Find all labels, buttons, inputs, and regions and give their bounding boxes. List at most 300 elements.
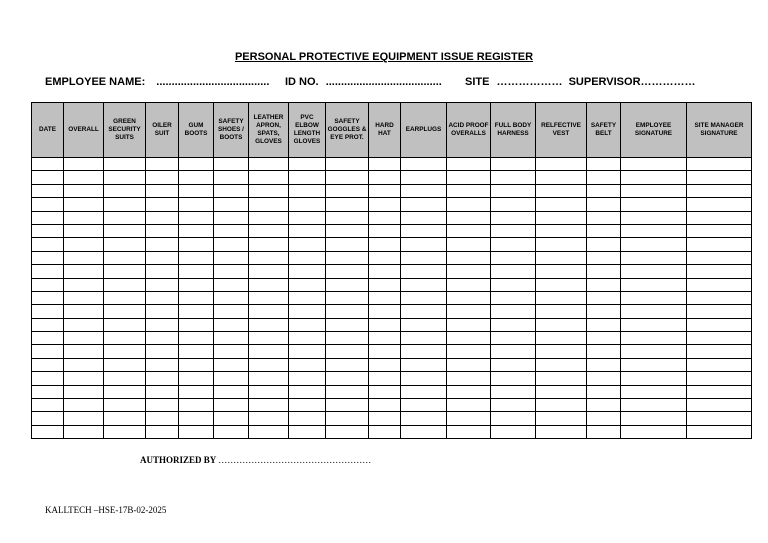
table-cell[interactable] [32, 238, 64, 251]
table-cell[interactable] [369, 158, 401, 171]
table-cell[interactable] [687, 425, 752, 438]
table-cell[interactable] [687, 358, 752, 371]
table-cell[interactable] [491, 385, 536, 398]
table-cell[interactable] [289, 171, 326, 184]
table-cell[interactable] [146, 265, 179, 278]
table-cell[interactable] [214, 345, 249, 358]
table-cell[interactable] [491, 425, 536, 438]
table-cell[interactable] [146, 158, 179, 171]
table-cell[interactable] [621, 305, 687, 318]
table-cell[interactable] [249, 198, 289, 211]
table-cell[interactable] [491, 372, 536, 385]
table-cell[interactable] [146, 198, 179, 211]
table-cell[interactable] [64, 412, 104, 425]
table-cell[interactable] [401, 412, 447, 425]
table-cell[interactable] [249, 158, 289, 171]
table-cell[interactable] [326, 224, 369, 237]
table-cell[interactable] [249, 238, 289, 251]
table-cell[interactable] [64, 332, 104, 345]
table-cell[interactable] [491, 198, 536, 211]
table-cell[interactable] [179, 412, 214, 425]
table-cell[interactable] [687, 305, 752, 318]
table-cell[interactable] [491, 251, 536, 264]
table-cell[interactable] [687, 171, 752, 184]
table-cell[interactable] [536, 265, 587, 278]
table-cell[interactable] [687, 184, 752, 197]
table-cell[interactable] [32, 224, 64, 237]
table-cell[interactable] [289, 345, 326, 358]
table-cell[interactable] [289, 425, 326, 438]
table-cell[interactable] [289, 412, 326, 425]
table-cell[interactable] [32, 332, 64, 345]
table-cell[interactable] [687, 412, 752, 425]
table-cell[interactable] [214, 318, 249, 331]
table-cell[interactable] [621, 211, 687, 224]
table-cell[interactable] [179, 278, 214, 291]
table-cell[interactable] [326, 265, 369, 278]
table-cell[interactable] [214, 291, 249, 304]
table-cell[interactable] [687, 238, 752, 251]
table-cell[interactable] [587, 385, 621, 398]
table-cell[interactable] [621, 345, 687, 358]
table-cell[interactable] [104, 399, 146, 412]
table-cell[interactable] [587, 305, 621, 318]
table-cell[interactable] [447, 318, 491, 331]
table-cell[interactable] [64, 265, 104, 278]
table-cell[interactable] [621, 158, 687, 171]
table-cell[interactable] [64, 318, 104, 331]
table-cell[interactable] [447, 372, 491, 385]
table-cell[interactable] [401, 305, 447, 318]
table-cell[interactable] [491, 238, 536, 251]
table-cell[interactable] [214, 238, 249, 251]
table-cell[interactable] [214, 399, 249, 412]
table-cell[interactable] [447, 358, 491, 371]
table-cell[interactable] [687, 318, 752, 331]
table-cell[interactable] [447, 291, 491, 304]
table-cell[interactable] [104, 265, 146, 278]
table-cell[interactable] [289, 211, 326, 224]
table-cell[interactable] [587, 171, 621, 184]
table-cell[interactable] [146, 305, 179, 318]
table-cell[interactable] [401, 211, 447, 224]
table-cell[interactable] [104, 171, 146, 184]
table-cell[interactable] [214, 198, 249, 211]
table-cell[interactable] [369, 278, 401, 291]
table-cell[interactable] [64, 305, 104, 318]
table-cell[interactable] [179, 198, 214, 211]
table-cell[interactable] [326, 184, 369, 197]
table-cell[interactable] [326, 425, 369, 438]
table-cell[interactable] [587, 358, 621, 371]
table-cell[interactable] [104, 318, 146, 331]
table-cell[interactable] [32, 385, 64, 398]
table-cell[interactable] [32, 278, 64, 291]
table-cell[interactable] [536, 318, 587, 331]
table-cell[interactable] [289, 224, 326, 237]
table-cell[interactable] [289, 399, 326, 412]
table-cell[interactable] [179, 372, 214, 385]
table-cell[interactable] [491, 278, 536, 291]
table-cell[interactable] [587, 278, 621, 291]
table-cell[interactable] [326, 251, 369, 264]
table-cell[interactable] [214, 305, 249, 318]
table-cell[interactable] [64, 385, 104, 398]
table-cell[interactable] [214, 412, 249, 425]
table-cell[interactable] [447, 171, 491, 184]
table-cell[interactable] [621, 198, 687, 211]
table-cell[interactable] [369, 318, 401, 331]
table-cell[interactable] [214, 265, 249, 278]
table-cell[interactable] [491, 318, 536, 331]
table-cell[interactable] [369, 251, 401, 264]
table-cell[interactable] [536, 251, 587, 264]
table-cell[interactable] [536, 278, 587, 291]
table-cell[interactable] [326, 385, 369, 398]
table-cell[interactable] [491, 345, 536, 358]
table-cell[interactable] [214, 358, 249, 371]
table-cell[interactable] [32, 345, 64, 358]
table-cell[interactable] [249, 332, 289, 345]
table-cell[interactable] [179, 425, 214, 438]
table-cell[interactable] [214, 158, 249, 171]
table-cell[interactable] [104, 278, 146, 291]
table-cell[interactable] [326, 399, 369, 412]
table-cell[interactable] [369, 238, 401, 251]
table-cell[interactable] [32, 198, 64, 211]
table-cell[interactable] [401, 238, 447, 251]
table-cell[interactable] [621, 278, 687, 291]
table-cell[interactable] [687, 251, 752, 264]
table-cell[interactable] [64, 291, 104, 304]
table-cell[interactable] [621, 372, 687, 385]
table-cell[interactable] [621, 171, 687, 184]
table-cell[interactable] [536, 358, 587, 371]
table-cell[interactable] [401, 332, 447, 345]
table-cell[interactable] [326, 211, 369, 224]
table-cell[interactable] [687, 198, 752, 211]
table-cell[interactable] [289, 184, 326, 197]
table-cell[interactable] [146, 399, 179, 412]
table-cell[interactable] [621, 385, 687, 398]
table-cell[interactable] [214, 211, 249, 224]
table-cell[interactable] [687, 278, 752, 291]
table-cell[interactable] [687, 158, 752, 171]
table-cell[interactable] [491, 412, 536, 425]
table-cell[interactable] [447, 158, 491, 171]
table-cell[interactable] [401, 184, 447, 197]
table-cell[interactable] [214, 278, 249, 291]
table-cell[interactable] [369, 412, 401, 425]
table-cell[interactable] [179, 238, 214, 251]
table-cell[interactable] [249, 399, 289, 412]
table-cell[interactable] [401, 425, 447, 438]
table-cell[interactable] [369, 305, 401, 318]
table-cell[interactable] [249, 385, 289, 398]
table-cell[interactable] [369, 399, 401, 412]
table-cell[interactable] [587, 251, 621, 264]
table-cell[interactable] [687, 211, 752, 224]
table-cell[interactable] [104, 412, 146, 425]
table-cell[interactable] [146, 385, 179, 398]
table-cell[interactable] [64, 224, 104, 237]
table-cell[interactable] [64, 198, 104, 211]
table-cell[interactable] [146, 224, 179, 237]
table-cell[interactable] [536, 184, 587, 197]
table-cell[interactable] [536, 198, 587, 211]
table-cell[interactable] [146, 358, 179, 371]
table-cell[interactable] [447, 412, 491, 425]
table-cell[interactable] [369, 224, 401, 237]
table-cell[interactable] [621, 238, 687, 251]
table-cell[interactable] [536, 238, 587, 251]
table-cell[interactable] [491, 332, 536, 345]
table-cell[interactable] [687, 385, 752, 398]
table-cell[interactable] [249, 358, 289, 371]
table-cell[interactable] [369, 184, 401, 197]
table-cell[interactable] [289, 305, 326, 318]
table-cell[interactable] [32, 305, 64, 318]
table-cell[interactable] [146, 318, 179, 331]
table-cell[interactable] [179, 345, 214, 358]
table-cell[interactable] [289, 385, 326, 398]
table-cell[interactable] [401, 158, 447, 171]
table-cell[interactable] [214, 171, 249, 184]
table-cell[interactable] [179, 171, 214, 184]
table-cell[interactable] [401, 291, 447, 304]
table-cell[interactable] [249, 425, 289, 438]
table-cell[interactable] [587, 332, 621, 345]
table-cell[interactable] [289, 318, 326, 331]
table-cell[interactable] [401, 345, 447, 358]
table-cell[interactable] [447, 265, 491, 278]
table-cell[interactable] [249, 265, 289, 278]
table-cell[interactable] [179, 358, 214, 371]
table-cell[interactable] [104, 345, 146, 358]
table-cell[interactable] [369, 171, 401, 184]
table-cell[interactable] [146, 345, 179, 358]
site-supervisor-field[interactable] [465, 76, 696, 88]
table-cell[interactable] [64, 251, 104, 264]
table-cell[interactable] [104, 332, 146, 345]
table-cell[interactable] [289, 251, 326, 264]
table-cell[interactable] [621, 358, 687, 371]
table-cell[interactable] [64, 399, 104, 412]
table-cell[interactable] [104, 358, 146, 371]
table-cell[interactable] [491, 158, 536, 171]
table-cell[interactable] [587, 184, 621, 197]
table-cell[interactable] [687, 291, 752, 304]
table-cell[interactable] [401, 399, 447, 412]
table-cell[interactable] [64, 184, 104, 197]
table-cell[interactable] [104, 211, 146, 224]
table-cell[interactable] [179, 265, 214, 278]
table-cell[interactable] [621, 425, 687, 438]
table-cell[interactable] [179, 291, 214, 304]
table-cell[interactable] [214, 385, 249, 398]
table-cell[interactable] [249, 345, 289, 358]
table-cell[interactable] [326, 345, 369, 358]
table-cell[interactable] [32, 318, 64, 331]
table-cell[interactable] [146, 251, 179, 264]
table-cell[interactable] [104, 158, 146, 171]
table-cell[interactable] [621, 184, 687, 197]
table-cell[interactable] [491, 211, 536, 224]
table-cell[interactable] [369, 425, 401, 438]
table-cell[interactable] [401, 265, 447, 278]
table-cell[interactable] [32, 399, 64, 412]
table-cell[interactable] [249, 372, 289, 385]
table-cell[interactable] [179, 251, 214, 264]
table-cell[interactable] [447, 345, 491, 358]
table-cell[interactable] [687, 332, 752, 345]
table-cell[interactable] [536, 425, 587, 438]
table-cell[interactable] [289, 291, 326, 304]
table-cell[interactable] [179, 158, 214, 171]
table-cell[interactable] [179, 332, 214, 345]
table-cell[interactable] [64, 211, 104, 224]
table-cell[interactable] [214, 251, 249, 264]
table-cell[interactable] [447, 332, 491, 345]
table-cell[interactable] [587, 399, 621, 412]
table-cell[interactable] [587, 224, 621, 237]
table-cell[interactable] [536, 412, 587, 425]
table-cell[interactable] [179, 211, 214, 224]
table-cell[interactable] [104, 251, 146, 264]
table-cell[interactable] [621, 332, 687, 345]
table-cell[interactable] [621, 291, 687, 304]
table-cell[interactable] [179, 318, 214, 331]
table-cell[interactable] [289, 198, 326, 211]
table-cell[interactable] [326, 305, 369, 318]
table-cell[interactable] [491, 358, 536, 371]
table-cell[interactable] [64, 238, 104, 251]
table-cell[interactable] [146, 238, 179, 251]
table-cell[interactable] [447, 198, 491, 211]
table-cell[interactable] [32, 291, 64, 304]
table-cell[interactable] [491, 171, 536, 184]
table-cell[interactable] [369, 372, 401, 385]
table-cell[interactable] [32, 158, 64, 171]
table-cell[interactable] [401, 224, 447, 237]
table-cell[interactable] [104, 372, 146, 385]
table-cell[interactable] [326, 171, 369, 184]
table-cell[interactable] [179, 399, 214, 412]
table-cell[interactable] [289, 372, 326, 385]
table-cell[interactable] [536, 171, 587, 184]
id-no-field[interactable] [285, 76, 442, 88]
table-cell[interactable] [32, 372, 64, 385]
table-cell[interactable] [369, 332, 401, 345]
table-cell[interactable] [214, 372, 249, 385]
table-cell[interactable] [536, 399, 587, 412]
table-cell[interactable] [447, 224, 491, 237]
table-cell[interactable] [401, 372, 447, 385]
table-cell[interactable] [179, 184, 214, 197]
table-cell[interactable] [369, 265, 401, 278]
table-cell[interactable] [491, 265, 536, 278]
table-cell[interactable] [249, 291, 289, 304]
table-cell[interactable] [326, 198, 369, 211]
table-cell[interactable] [214, 224, 249, 237]
table-cell[interactable] [587, 345, 621, 358]
table-cell[interactable] [32, 358, 64, 371]
table-cell[interactable] [326, 278, 369, 291]
table-cell[interactable] [326, 372, 369, 385]
table-cell[interactable] [587, 425, 621, 438]
table-cell[interactable] [146, 184, 179, 197]
table-cell[interactable] [249, 211, 289, 224]
table-cell[interactable] [687, 399, 752, 412]
table-cell[interactable] [289, 358, 326, 371]
table-cell[interactable] [536, 385, 587, 398]
table-cell[interactable] [249, 318, 289, 331]
table-cell[interactable] [249, 251, 289, 264]
table-cell[interactable] [587, 372, 621, 385]
table-cell[interactable] [369, 211, 401, 224]
table-cell[interactable] [146, 372, 179, 385]
table-cell[interactable] [289, 332, 326, 345]
table-cell[interactable] [401, 318, 447, 331]
table-cell[interactable] [587, 291, 621, 304]
table-cell[interactable] [104, 224, 146, 237]
table-cell[interactable] [687, 345, 752, 358]
table-cell[interactable] [146, 278, 179, 291]
table-cell[interactable] [401, 358, 447, 371]
table-cell[interactable] [179, 385, 214, 398]
table-cell[interactable] [447, 251, 491, 264]
table-cell[interactable] [369, 291, 401, 304]
table-cell[interactable] [104, 291, 146, 304]
table-cell[interactable] [401, 278, 447, 291]
table-cell[interactable] [326, 318, 369, 331]
table-cell[interactable] [104, 184, 146, 197]
table-cell[interactable] [401, 198, 447, 211]
table-cell[interactable] [289, 265, 326, 278]
table-cell[interactable] [587, 198, 621, 211]
table-cell[interactable] [249, 305, 289, 318]
table-cell[interactable] [214, 332, 249, 345]
table-cell[interactable] [249, 184, 289, 197]
table-cell[interactable] [369, 385, 401, 398]
table-cell[interactable] [179, 305, 214, 318]
table-cell[interactable] [687, 224, 752, 237]
table-cell[interactable] [146, 412, 179, 425]
table-cell[interactable] [146, 211, 179, 224]
table-cell[interactable] [146, 171, 179, 184]
table-cell[interactable] [621, 318, 687, 331]
table-cell[interactable] [587, 318, 621, 331]
table-cell[interactable] [587, 412, 621, 425]
table-cell[interactable] [447, 425, 491, 438]
table-cell[interactable] [104, 385, 146, 398]
table-cell[interactable] [687, 265, 752, 278]
table-cell[interactable] [326, 332, 369, 345]
table-cell[interactable] [32, 265, 64, 278]
table-cell[interactable] [326, 238, 369, 251]
table-cell[interactable] [289, 238, 326, 251]
table-cell[interactable] [536, 345, 587, 358]
table-cell[interactable] [104, 198, 146, 211]
table-cell[interactable] [104, 425, 146, 438]
table-cell[interactable] [214, 184, 249, 197]
table-cell[interactable] [64, 372, 104, 385]
table-cell[interactable] [249, 224, 289, 237]
table-cell[interactable] [64, 158, 104, 171]
table-cell[interactable] [146, 425, 179, 438]
table-cell[interactable] [32, 425, 64, 438]
table-cell[interactable] [289, 158, 326, 171]
